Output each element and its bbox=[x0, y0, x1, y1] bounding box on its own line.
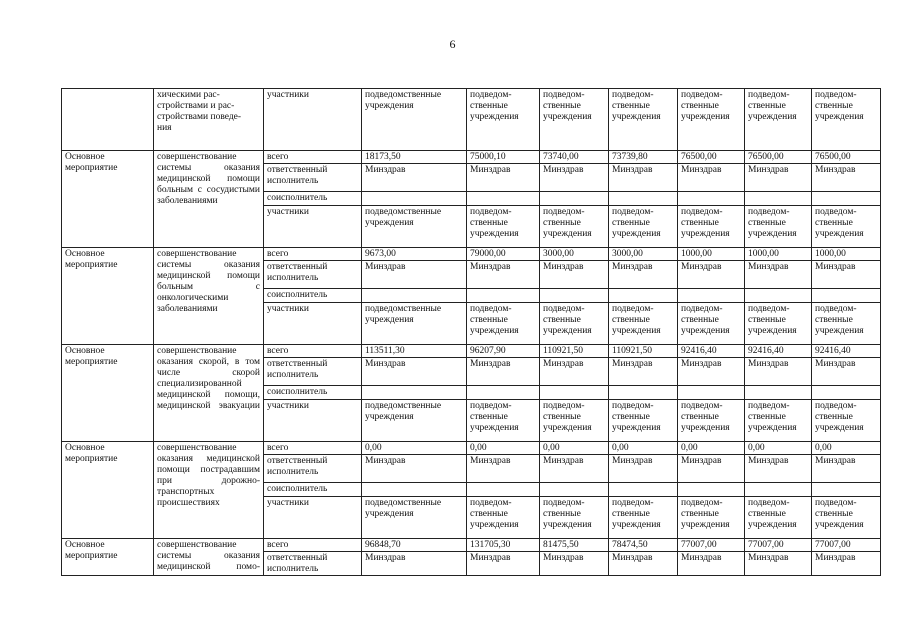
total-value: 75000,10 bbox=[467, 151, 540, 164]
table-body bbox=[62, 89, 881, 576]
total-value: 96207,90 bbox=[467, 345, 540, 358]
total-value: 76500,00 bbox=[812, 151, 881, 164]
participants-value: подведом- ственные учреждения bbox=[609, 497, 678, 539]
coexecutor-value bbox=[362, 192, 467, 206]
responsible-value: Минздрав bbox=[812, 261, 881, 289]
coexecutor-value bbox=[678, 192, 745, 206]
coexecutor-value bbox=[540, 483, 609, 497]
activity-description: совершенствование оказания медицинской помощи пострадавшим при дорожно-транспортных происшествиях bbox=[154, 442, 264, 539]
responsible-value: Минздрав bbox=[745, 164, 812, 192]
coexecutor-value bbox=[467, 289, 540, 303]
coexecutor-value bbox=[745, 192, 812, 206]
total-value: 0,00 bbox=[362, 442, 467, 455]
responsible-value: Минздрав bbox=[540, 455, 609, 483]
participants-value: подведом- ственные учреждения bbox=[812, 400, 881, 442]
table-row bbox=[62, 442, 881, 455]
participants-value: подведом- ственные учреждения bbox=[467, 400, 540, 442]
participants-value: подведом- ственные учреждения bbox=[609, 206, 678, 248]
participants-value: подведом- ственные учреждения bbox=[678, 303, 745, 345]
coexecutor-value bbox=[678, 289, 745, 303]
role-label: участники bbox=[264, 400, 362, 442]
table-cell bbox=[62, 89, 154, 151]
total-value: 76500,00 bbox=[745, 151, 812, 164]
total-value: 96848,70 bbox=[362, 539, 467, 552]
participants-value: подведомственные учреждения bbox=[362, 497, 467, 539]
coexecutor-value bbox=[609, 289, 678, 303]
role-label: соисполнитель bbox=[264, 483, 362, 497]
total-value: 81475,50 bbox=[540, 539, 609, 552]
responsible-value: Минздрав bbox=[362, 261, 467, 289]
role-label: участники bbox=[264, 497, 362, 539]
role-label: всего bbox=[264, 248, 362, 261]
coexecutor-value bbox=[540, 289, 609, 303]
responsible-value: Минздрав bbox=[812, 358, 881, 386]
role-label: всего bbox=[264, 151, 362, 164]
responsible-value: Минздрав bbox=[745, 552, 812, 576]
responsible-value: Минздрав bbox=[467, 552, 540, 576]
total-value: 77007,00 bbox=[745, 539, 812, 552]
role-label: соисполнитель bbox=[264, 386, 362, 400]
coexecutor-value bbox=[678, 483, 745, 497]
responsible-value: Минздрав bbox=[540, 552, 609, 576]
responsible-value: Минздрав bbox=[362, 455, 467, 483]
coexecutor-value bbox=[745, 386, 812, 400]
table-row bbox=[62, 248, 881, 261]
responsible-value: Минздрав bbox=[540, 261, 609, 289]
value-cell: подведом- ственные учреждения bbox=[540, 89, 609, 151]
responsible-value: Минздрав bbox=[362, 358, 467, 386]
total-value: 0,00 bbox=[678, 442, 745, 455]
value-cell: подведом- ственные учреждения bbox=[678, 89, 745, 151]
responsible-value: Минздрав bbox=[745, 261, 812, 289]
activity-description: хическими рас- стройствами и рас- стройствами поведе- ния bbox=[154, 89, 264, 151]
main-event-label: Основное мероприятие bbox=[62, 151, 154, 248]
total-value: 76500,00 bbox=[678, 151, 745, 164]
total-value: 113511,30 bbox=[362, 345, 467, 358]
total-value: 73740,00 bbox=[540, 151, 609, 164]
coexecutor-value bbox=[609, 483, 678, 497]
main-event-label: Основное мероприятие bbox=[62, 248, 154, 345]
participants-value: подведом- ственные учреждения bbox=[678, 206, 745, 248]
role-label: ответственный исполнитель bbox=[264, 261, 362, 289]
total-value: 0,00 bbox=[745, 442, 812, 455]
participants-value: подведом- ственные учреждения bbox=[540, 497, 609, 539]
value-cell: подведомственные учреждения bbox=[362, 89, 467, 151]
total-value: 77007,00 bbox=[678, 539, 745, 552]
main-event-label: Основное мероприятие bbox=[62, 539, 154, 576]
responsible-value: Минздрав bbox=[609, 261, 678, 289]
role-label: ответственный исполнитель bbox=[264, 358, 362, 386]
role-label: участники bbox=[264, 206, 362, 248]
total-value: 1000,00 bbox=[678, 248, 745, 261]
value-cell: подведом- ственные учреждения bbox=[467, 89, 540, 151]
total-value: 110921,50 bbox=[609, 345, 678, 358]
participants-value: подведомственные учреждения bbox=[362, 400, 467, 442]
page-number: 6 bbox=[449, 37, 456, 51]
role-label: всего bbox=[264, 442, 362, 455]
role-label: ответственный исполнитель bbox=[264, 164, 362, 192]
responsible-value: Минздрав bbox=[540, 358, 609, 386]
participants-value: подведом- ственные учреждения bbox=[609, 400, 678, 442]
responsible-value: Минздрав bbox=[745, 455, 812, 483]
coexecutor-value bbox=[812, 483, 881, 497]
coexecutor-value bbox=[678, 386, 745, 400]
activity-description: совершенствование системы оказания медицинской помо- bbox=[154, 539, 264, 576]
total-value: 78474,50 bbox=[609, 539, 678, 552]
main-event-label: Основное мероприятие bbox=[62, 345, 154, 442]
participants-value: подведом- ственные учреждения bbox=[467, 303, 540, 345]
responsible-value: Минздрав bbox=[745, 358, 812, 386]
responsible-value: Минздрав bbox=[678, 164, 745, 192]
total-value: 3000,00 bbox=[540, 248, 609, 261]
total-value: 1000,00 bbox=[812, 248, 881, 261]
participants-value: подведомственные учреждения bbox=[362, 206, 467, 248]
total-value: 3000,00 bbox=[609, 248, 678, 261]
participants-value: подведом- ственные учреждения bbox=[745, 400, 812, 442]
participants-value: подведом- ственные учреждения bbox=[812, 206, 881, 248]
responsible-value: Минздрав bbox=[362, 552, 467, 576]
role-label: участники bbox=[264, 303, 362, 345]
participants-value: подведом- ственные учреждения bbox=[745, 206, 812, 248]
coexecutor-value bbox=[362, 386, 467, 400]
total-value: 92416,40 bbox=[745, 345, 812, 358]
coexecutor-value bbox=[812, 386, 881, 400]
role-label: соисполнитель bbox=[264, 192, 362, 206]
participants-value: подведом- ственные учреждения bbox=[745, 497, 812, 539]
participants-value: подведом- ственные учреждения bbox=[678, 400, 745, 442]
total-value: 92416,40 bbox=[812, 345, 881, 358]
total-value: 0,00 bbox=[467, 442, 540, 455]
responsible-value: Минздрав bbox=[467, 358, 540, 386]
program-table bbox=[61, 88, 881, 576]
coexecutor-value bbox=[467, 483, 540, 497]
role-label: всего bbox=[264, 345, 362, 358]
participants-value: подведом- ственные учреждения bbox=[467, 206, 540, 248]
responsible-value: Минздрав bbox=[678, 261, 745, 289]
main-event-label: Основное мероприятие bbox=[62, 442, 154, 539]
role-label: всего bbox=[264, 539, 362, 552]
role-label: ответственный исполнитель bbox=[264, 455, 362, 483]
responsible-value: Минздрав bbox=[467, 164, 540, 192]
coexecutor-value bbox=[609, 386, 678, 400]
coexecutor-value bbox=[745, 289, 812, 303]
participants-value: подведом- ственные учреждения bbox=[540, 303, 609, 345]
responsible-value: Минздрав bbox=[467, 455, 540, 483]
role-label: ответственный исполнитель bbox=[264, 552, 362, 576]
total-value: 110921,50 bbox=[540, 345, 609, 358]
value-cell: подведом- ственные учреждения bbox=[812, 89, 881, 151]
responsible-value: Минздрав bbox=[362, 164, 467, 192]
participants-value: подведомственные учреждения bbox=[362, 303, 467, 345]
value-cell: подведом- ственные учреждения bbox=[609, 89, 678, 151]
coexecutor-value bbox=[467, 192, 540, 206]
activity-description: совершенствование системы оказания медицинской помощи больным с онкологическими заболеваниями bbox=[154, 248, 264, 345]
participants-value: подведом- ственные учреждения bbox=[812, 303, 881, 345]
responsible-value: Минздрав bbox=[540, 164, 609, 192]
coexecutor-value bbox=[540, 192, 609, 206]
total-value: 0,00 bbox=[609, 442, 678, 455]
coexecutor-value bbox=[540, 386, 609, 400]
responsible-value: Минздрав bbox=[678, 358, 745, 386]
coexecutor-value bbox=[362, 483, 467, 497]
coexecutor-value bbox=[812, 289, 881, 303]
role-label: соисполнитель bbox=[264, 289, 362, 303]
activity-description: совершенствование системы оказания медицинской помощи больным с сосудистыми заболеваниями bbox=[154, 151, 264, 248]
total-value: 0,00 bbox=[812, 442, 881, 455]
participants-value: подведом- ственные учреждения bbox=[540, 206, 609, 248]
responsible-value: Минздрав bbox=[678, 552, 745, 576]
table-row bbox=[62, 151, 881, 164]
role-label: участники bbox=[264, 89, 362, 151]
participants-value: подведом- ственные учреждения bbox=[609, 303, 678, 345]
total-value: 131705,30 bbox=[467, 539, 540, 552]
responsible-value: Минздрав bbox=[678, 455, 745, 483]
table-row bbox=[62, 345, 881, 358]
participants-value: подведом- ственные учреждения bbox=[467, 497, 540, 539]
responsible-value: Минздрав bbox=[609, 552, 678, 576]
responsible-value: Минздрав bbox=[812, 455, 881, 483]
responsible-value: Минздрав bbox=[467, 261, 540, 289]
coexecutor-value bbox=[745, 483, 812, 497]
total-value: 73739,80 bbox=[609, 151, 678, 164]
total-value: 1000,00 bbox=[745, 248, 812, 261]
table-row bbox=[62, 539, 881, 552]
responsible-value: Минздрав bbox=[609, 455, 678, 483]
coexecutor-value bbox=[467, 386, 540, 400]
coexecutor-value bbox=[812, 192, 881, 206]
total-value: 9673,00 bbox=[362, 248, 467, 261]
activity-description: совершенствование оказания скорой, в том числе скорой специализированной медицинской помощи, медицинской эвакуации bbox=[154, 345, 264, 442]
participants-value: подведом- ственные учреждения bbox=[678, 497, 745, 539]
responsible-value: Минздрав bbox=[812, 164, 881, 192]
total-value: 18173,50 bbox=[362, 151, 467, 164]
participants-value: подведом- ственные учреждения bbox=[745, 303, 812, 345]
total-value: 79000,00 bbox=[467, 248, 540, 261]
total-value: 92416,40 bbox=[678, 345, 745, 358]
total-value: 0,00 bbox=[540, 442, 609, 455]
responsible-value: Минздрав bbox=[609, 164, 678, 192]
responsible-value: Минздрав bbox=[609, 358, 678, 386]
coexecutor-value bbox=[362, 289, 467, 303]
responsible-value: Минздрав bbox=[812, 552, 881, 576]
coexecutor-value bbox=[609, 192, 678, 206]
total-value: 77007,00 bbox=[812, 539, 881, 552]
table-row bbox=[62, 89, 881, 151]
participants-value: подведом- ственные учреждения bbox=[812, 497, 881, 539]
participants-value: подведом- ственные учреждения bbox=[540, 400, 609, 442]
value-cell: подведом- ственные учреждения bbox=[745, 89, 812, 151]
